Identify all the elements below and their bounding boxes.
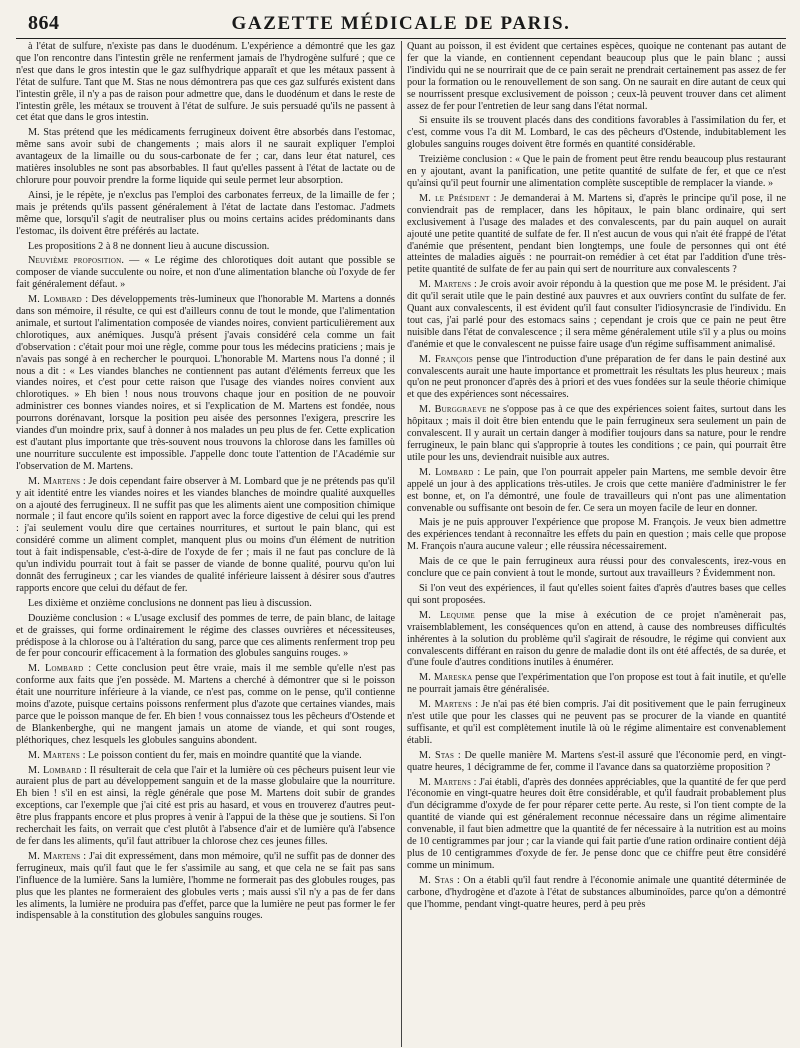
paragraph <box>16 294 395 473</box>
speaker-name: M. Lombard <box>28 764 82 776</box>
paragraph <box>407 777 786 872</box>
paragraph <box>407 672 786 696</box>
paragraph-text: Treizième conclusion : « Que le pain de froment peut être rendu beaucoup plus restaurant en y ajoutant, avant la panification, une petite quantité de sulfate de fer, et que ce n'est qu'ainsi qu'il peut fournir une alimentation complète susceptible de remplacer la viande. » <box>407 154 786 189</box>
speaker-name: M. Lombard <box>28 294 82 306</box>
right-column <box>407 41 786 1047</box>
paragraph <box>407 699 786 747</box>
paragraph-text: : Je crois avoir avoir répondu à la question que me pose M. le président. J'ai dit qu'il serait utile que le pain destiné aux pauvres et aux ouvriers contînt du sulfate de fer. Quant aux convalescents, il est évident qu'il faut consulter l'idiosyncrasie de l'individu. En tout cas, j'ai parlé pour des estomacs sains ; cependant je crois que ce pain ne peut être nuisible dans l'état de convalescence ; il sera même généralement utile s'il y a plus ou moins d'anémie et que le convalescent ne puisse faire usage d'un régime suffisamment animalisé. <box>407 279 786 350</box>
paragraph <box>407 517 786 553</box>
paragraph-text: : Le pain, que l'on pourrait appeler pain Martens, me semble devoir être appelé un jour à des applications très-utiles. Je crois que cette manière d'administrer le fer est bonne, et, on l'a démontré, une foule de travailleurs qui n'ont pas une alimentation convenable ou suffisante ont besoin de fer. Ce sera un moyen facile de leur en donner. <box>407 466 786 514</box>
speaker-name: M. Martens <box>28 850 81 862</box>
paragraph <box>407 610 786 670</box>
paragraph <box>16 127 395 187</box>
paragraph-text: : Je demanderai à M. Martens si, d'après le principe qu'il pose, il ne conviendrait pas de remplacer, dans les hôpitaux, le pain blanc ordinaire, qui sert exclusivement à l'usage des malades et des convalescents, par du pain auquel on aurait ajouté une petite quantité de sulfate de fer. Il n'est aucun de vous qui n'ait été frappé de l'état d'anémie que présentent, pendant bien longtemps, une foule de personnes qui ont été atteintes de maladies aiguës : ne pourrait-on remédier à cet état par l'addition d'une très-petite quantité de sulfate de fer au pain qui sert de nourriture aux convalescents ? <box>407 192 786 276</box>
paragraph-text: : J'ai dit expressément, dans mon mémoire, qu'il ne suffit pas de donner des ferrugineux, mais qu'il faut que le fer s'assimile au sang, et que cela ne se fait pas sans l'influence de la lumière. Sans la lumière, l'homme ne formerait pas des globules rouges, pas plus que les plantes ne formeraient des globules verts ; mais aussi s'il n'y a pas de fer dans les aliments, la lumière ne produira pas d'effet, parce que la lumière ne peut pas former le fer indispensable à la constitution des globules sanguins rouges. <box>16 850 395 922</box>
paragraph <box>16 255 395 291</box>
paragraph-text: Quant au poisson, il est évident que certaines espèces, quoique ne contenant pas autant de fer que la viande, en contiennent cependant beaucoup plus que le pain blanc ; aussi l'individu qui ne se nourrirait que de ce pain serait ne prendrait certainement pas assez de fer pour la formation ou le renouvellement de son sang. On ne saurait en dire autant de ceux qui se nourrissent presque exclusivement de poisson ; ceux-là peuvent trouver dans cet aliment assez de fer pour l'entretien de leur sang dans l'état normal. <box>407 41 786 112</box>
speaker-name: M. Stas <box>419 749 455 761</box>
paragraph-text: pense que l'expérimentation que l'on propose est tout à fait inutile, et qu'elle ne pourrait jamais être généralisée. <box>407 672 786 696</box>
text-columns <box>16 41 786 1047</box>
speaker-name: Neuvième proposition. <box>28 255 125 267</box>
paragraph-text: — « Le régime des chlorotiques doit autant que possible se composer de viande succulente ou noire, et non d'une alimentation blanche où l'oxyde de fer fait généralement défaut. » <box>16 255 395 291</box>
speaker-name: M. Martens <box>28 475 81 487</box>
paragraph <box>16 750 395 762</box>
speaker-name: M. Lombard <box>419 466 474 478</box>
paragraph-text: : Il résulterait de cela que l'air et la lumière où ces pêcheurs puisent leur vie auraient plus de part au développement sanguin et de la masse globulaire que la nourriture. Eh bien ! s'il en est ainsi, la règle générale que pose M. Martens doit subir de grandes exceptions, car l'exemple que j'ai cité est pris au hasard, et vous en trouverez d'autres peut-être plus frappants encore et plus propres à venir à l'appui de la thèse que je soutiens. Si l'on recherchait les faits, on verrait que c'est plutôt à l'absence d'air et de lumière qu'à l'absence de fer dans les aliments, qu'il faut attribuer la chlorose chez ces jeunes filles. <box>16 764 395 847</box>
paragraph-text: Les propositions 2 à 8 ne donnent lieu à aucune discussion. <box>28 240 270 252</box>
left-column <box>16 41 395 1047</box>
paragraph-text: : Je dois cependant faire observer à M. Lombard que je ne prétends pas qu'il y ait identité entre les viandes noires et les viandes blanches de moindre qualité auxquelles on a ajouté des ferrugineux. Il ne suffit pas que les aliments aient une composition chimique normale ; il faut encore qu'ils soient en rapport avec la force digestive de celui qui les prend : j'ai seulement voulu dire que certaines nourritures, et surtout le pain blanc, qui est considéré comme un aliment complet, manquent plus ou moins d'un élément de nutrition tout à fait indispensable, c'est-à-dire de l'oxyde de fer ; mais il ne faut pas conclure de là qu'un individu pourrait tout à fait se passer de viande de bonne qualité, pourvu qu'on lui donnât des ferrugineux ; car les viandes de qualité inférieure laissent à désirer sous d'autres rapports encore que celui du défaut de fer. <box>16 475 395 594</box>
paragraph-text: : Des développements très-lumineux que l'honorable M. Martens a donnés dans son mémoire, il résulte, ce qui est d'ailleurs connu de tout le monde, que l'alimentation animale, et surtout l'alimentation composée de viandes noires, convient particulièrement aux chlorotiques, aux anémiques. Jusqu'à présent j'avais considéré cela comme un fait d'observation : c'était pour moi une règle, comme pour tous les médecins praticiens ; mais je n'avais pas songé à en rechercher le pourquoi. L'honorable M. Martens nous l'a donné ; il nous a dit : « Les viandes blanches ne contiennent pas autant d'éléments ferreux que les viandes noires, et c'est pour cette raison que l'usage des viandes noires convient aux chlorotiques. » Eh bien ! nous nous trouvons chaque jour en position de ne pouvoir administrer ces bonnes viandes noires, et si l'explication de M. Martens est fondée, nous pourrons dorénavant, lorsque la position peu aisée des personnes l'exigera, prescrire les viandes d'un moindre prix, sauf à donner à nos malades un peu plus de fer. Cette explication est d'autant plus importante que très-souvent nous trouvons la chlorose dans les familles où une nourriture succulente est impossible. J'appelle donc toute l'attention de l'Académie sur l'observation de M. Martens. <box>16 294 395 472</box>
paragraph <box>16 851 395 922</box>
journal-title: GAZETTE MÉDICALE DE PARIS. <box>231 13 571 34</box>
speaker-name: M. Burggraeve <box>419 404 487 416</box>
paragraph <box>16 765 395 848</box>
paragraph <box>407 556 786 580</box>
speaker-name: M. Martens <box>28 749 81 761</box>
paragraph-text: pense que l'introduction d'une préparation de fer dans le pain destiné aux convalescents aurait une haute importance et promettrait les résultats les plus heureux ; mais qu'on ne peut prononcer d'après des à priori et des vues fondées sur la seule théorie chimique et que des expériences sont nécessaires. <box>407 353 786 401</box>
paragraph-text: : Cette conclusion peut être vraie, mais il me semble qu'elle n'est pas conforme aux faits que j'en possède. M. Martens a cherché à démontrer que si le poisson était une nourriture inférieure à la viande, ce n'est pas, comme on le pense, qu'il contienne moins d'azote, puisque certains poissons renferment plus d'azote que certaines viandes, mais parce que le poisson manque de fer. Eh bien ! vous connaissez tous les pêcheurs d'Ostende et de Blankenberghe, qui ne mangent jamais un atome de viande, et qui sont rouges, pléthoriques, chez lesquels les globules sanguins abondent. <box>16 663 395 746</box>
paragraph-text: pense que la mise à exécution de ce projet n'amènerait pas, vraisemblablement, les conséquences qu'on en attend, à cause des nombreuses difficultés inhérentes à la solution du problème qu'il s'agirait de résoudre, le régime qui convient aux convalescents différant en raison du genre de maladie dont ils ont été affectés, de sa durée, et d'une foule d'autres conditions inutiles à énumérer. <box>407 609 786 669</box>
paragraph <box>16 41 395 124</box>
paragraph-text: Ainsi, je le répète, je n'exclus pas l'emploi des carbonates ferreux, de la limaille de fer ; mais je prétends qu'ils passent généralement à l'état de lactate dans l'estomac. J'admets même que, lorsqu'il s'agit de neutraliser plus ou moins certains acides prédominants dans l'estomac, ils doivent être préférés au lactate. <box>16 189 395 237</box>
paragraph <box>407 875 786 911</box>
speaker-name: M. Lequime <box>419 609 475 621</box>
speaker-name: M. Lombard <box>28 663 84 675</box>
paragraph-text: : Je n'ai pas été bien compris. J'ai dit positivement que le pain ferrugineux n'est utile que pour les classes qui ne peuvent pas se procurer de la viande en quantité suffisante, et qu'il est complètement inutile là où le régime alimentaire est convenablement établi. <box>407 699 786 746</box>
paragraph <box>407 583 786 607</box>
paragraph <box>407 193 786 276</box>
paragraph <box>16 663 395 746</box>
paragraph <box>407 467 786 515</box>
paragraph-text: Douzième conclusion : « L'usage exclusif des pommes de terre, de pain blanc, de laitage et de graisses, qui forme ordinairement le régime des classes ouvrières et nécessiteuses, prédispose à la chlorose ou à l'altération du sang, parce que ces aliments renferment trop peu de fer pour concourir efficacement à la formation des globules sanguins rouges. » <box>16 612 395 660</box>
paragraph-text: à l'état de sulfure, n'existe pas dans le duodénum. L'expérience a démontré que les gaz que l'on rencontre dans l'intestin grêle ne renferment jamais de l'hydrogène sulfuré ; que ce n'est que dans le gros intestin que le gaz sulfhydrique apparaît et que les métaux passent à l'état de sulfure. Tant que M. Stas ne nous démontrera pas que ces gaz sulfurés existent dans l'intestin grêle, il n'y a pas de raison pour admettre que, dans le duodénum et dans le reste de l'intestin grêle, les métaux se trouvent à l'état de sulfure. Je suis persuadé qu'ils ne passent à cet état que dans le gros intestin. <box>16 41 395 124</box>
paragraph-text: Mais de ce que le pain ferrugineux aura réussi pour des convalescents, irez-vous en conclure que ce pain convient à tout le monde, surtout aux travailleurs ? Évidemment non. <box>407 556 786 580</box>
paragraph-text: : De quelle manière M. Martens s'est-il assuré que l'économie perd, en vingt-quatre heures, 1 décigramme de fer, comme il l'avance dans sa quatorzième proposition ? <box>407 749 786 773</box>
paragraph-text: M. Stas prétend que les médicaments ferrugineux doivent être absorbés dans l'estomac, même sans avoir subi de changements ; mais alors il ne saurait expliquer l'emploi avantageux de la limaille ou du sous-carbonate de fer ; car, dans leur état naturel, ces matières insolubles ne sont pas absorbables. Il faut qu'elles passent à l'état de lactate ou de chlorure pour pouvoir prendre la forme liquide qui seule permet leur absorption. <box>16 127 395 186</box>
paragraph <box>407 115 786 151</box>
paragraph-text: Les dixième et onzième conclusions ne donnent pas lieu à discussion. <box>28 597 312 609</box>
paragraph <box>407 41 786 112</box>
speaker-name: M. François <box>419 353 473 365</box>
page-header <box>16 10 786 39</box>
paragraph-text: Si ensuite ils se trouvent placés dans des conditions favorables à l'assimilation du fer, et c'est, comme vous l'a dit M. Lombard, le cas des pêcheurs d'Ostende, indubitablement les globules sanguins rouges doivent être formés en quantité considérable. <box>407 115 786 151</box>
paragraph <box>407 750 786 774</box>
paragraph <box>407 404 786 464</box>
paragraph <box>16 598 395 610</box>
page-number: 864 <box>28 12 60 34</box>
speaker-name: M. Stas <box>419 874 454 886</box>
speaker-name: M. Martens <box>419 699 472 711</box>
paragraph <box>407 154 786 190</box>
paragraph-text: ne s'oppose pas à ce que des expériences soient faites, surtout dans les hôpitaux ; mais il doit être bien entendu que le pain ferrugineux sera seulement un pain de convalescent. Il y aurait un certain danger à modifier toujours dans sa nature, pour le rendre ferrugineux, le pain blanc qui s'approprie à toutes les conditions ; ce pain, qui pourrait être utile pour les uns, deviendrait nuisible aux autres. <box>407 404 786 463</box>
speaker-name: M. Mareska <box>419 672 473 684</box>
paragraph <box>407 279 786 350</box>
paragraph <box>407 354 786 402</box>
paragraph <box>16 613 395 661</box>
speaker-name: M. Martens <box>419 279 472 291</box>
paragraph-text: Si l'on veut des expériences, il faut qu'elles soient faites d'après d'autres bases que celles qui sont proposées. <box>407 582 786 606</box>
paragraph <box>16 476 395 595</box>
paragraph <box>16 241 395 253</box>
column-divider <box>401 41 402 1047</box>
speaker-name: M. le Président <box>419 192 490 204</box>
paragraph-text: : On a établi qu'il faut rendre à l'économie animale une quantité déterminée de carbone, d'hydrogène et d'azote à l'état de substances albuminoïdes, parce qu'on a démontré que l'homme, pendant vingt-quatre heures, perd à peu près <box>407 874 786 910</box>
paragraph <box>16 190 395 238</box>
paragraph-text: : J'ai établi, d'après des données appréciables, que la quantité de fer que perd l'économie en vingt-quatre heures doit être considérable, et qu'il faudrait probablement plus d'un décigramme d'oxyde de fer pour réparer cette perte. Au reste, si l'on tient compte de la quantité de viande qui est généralement reconnue nécessaire dans un régime alimentaire convenable, il faut bien admettre que la quantité de fer nécessaire à la nutrition est au moins de 10 centigrammes par jour ; car la viande qui fait partie d'une ration ordinaire contient déjà plus de 10 centigrammes d'oxyde de fer. Je pense donc que ce chiffre peut être considéré comme un minimum. <box>407 776 786 871</box>
speaker-name: M. Martens <box>419 776 472 788</box>
paragraph-text: : Le poisson contient du fer, mais en moindre quantité que la viande. <box>82 749 362 761</box>
paragraph-text: Mais je ne puis approuver l'expérience que propose M. François. Je veux bien admettre des expériences tendant à reconnaître les effets du pain en question ; mais celle que propose M. François n'aura aucune valeur ; elle réussira nécessairement. <box>407 517 786 553</box>
